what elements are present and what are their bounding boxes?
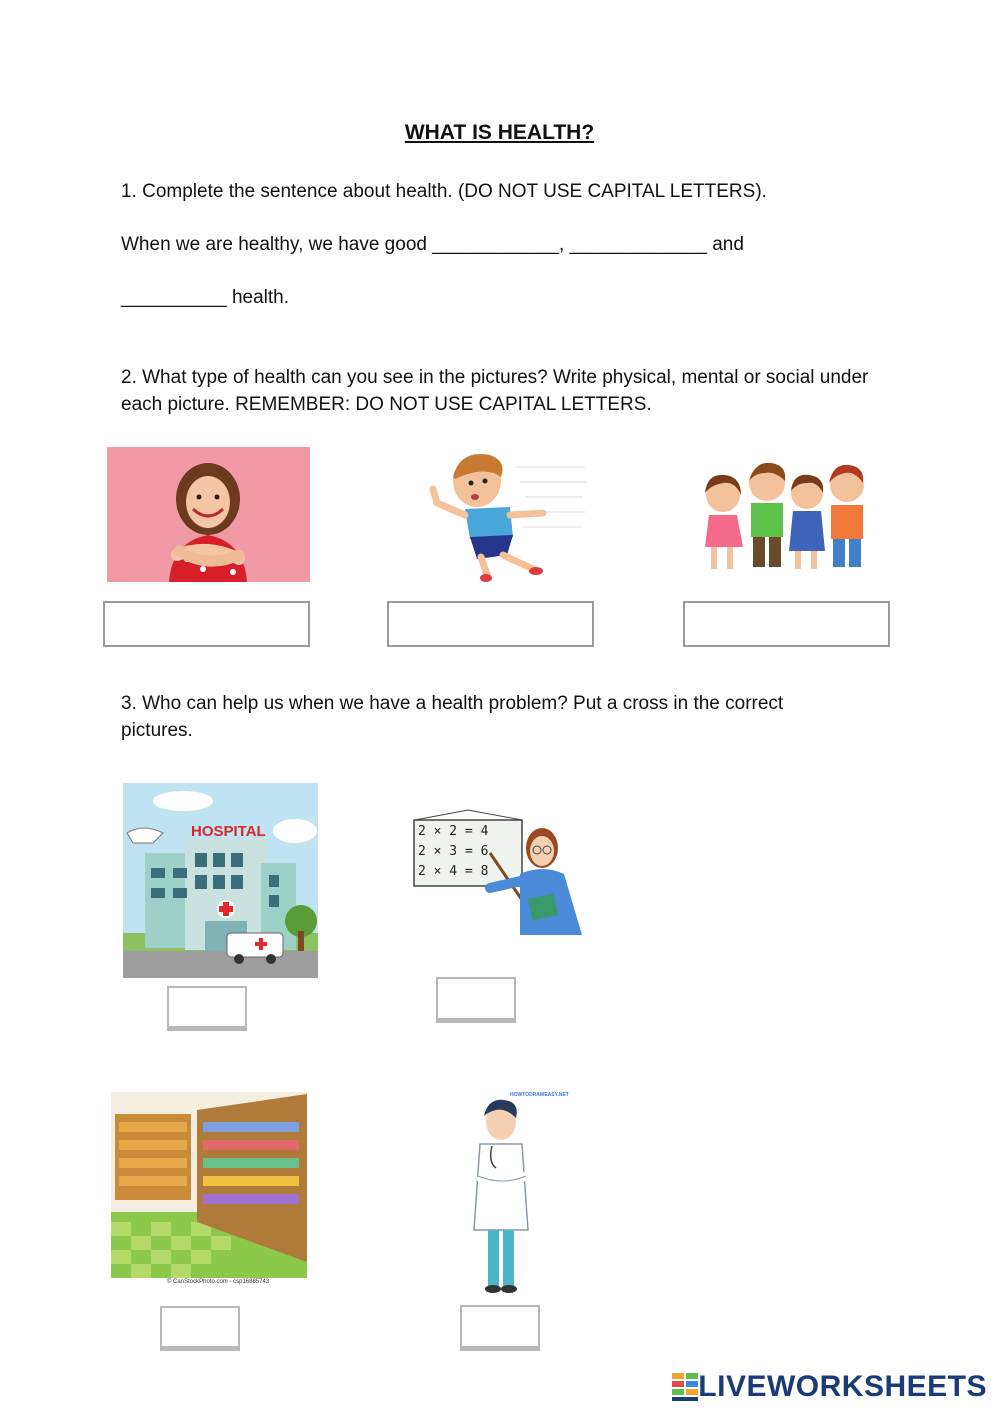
running-boy-picture xyxy=(415,447,595,582)
brand-name: LIVEWORKSHEETS xyxy=(698,1370,987,1403)
cross-box-hospital[interactable] xyxy=(167,986,247,1031)
liveworksheets-logo xyxy=(672,1370,987,1404)
cross-box-teacher[interactable] xyxy=(436,977,516,1023)
cross-box-doctor[interactable] xyxy=(460,1305,540,1351)
page-title: WHAT IS HEALTH? xyxy=(404,121,595,144)
q1-sentence-line2: __________ health. xyxy=(121,287,289,308)
q2-instruction: 2. What type of health can you see in the pictures? Write physical, mental or social under each picture. REMEMBER: DO NOT USE CAPITAL LETTERS. xyxy=(121,367,869,415)
answer-box-friends[interactable] xyxy=(683,601,890,647)
board-line-3: 2 × 4 = 8 xyxy=(418,864,489,879)
cross-box-supermarket[interactable] xyxy=(160,1306,240,1351)
math-board xyxy=(418,822,488,882)
answer-box-running-boy[interactable] xyxy=(387,601,594,647)
liveworksheets-icon xyxy=(672,1373,698,1401)
board-line-1: 2 × 2 = 4 xyxy=(418,824,489,839)
doctor-picture xyxy=(462,1090,572,1295)
q3-instruction: 3. Who can help us when we have a health problem? Put a cross in the correct pictures. xyxy=(121,693,784,741)
group-of-friends-picture xyxy=(695,455,887,577)
hospital-sign: HOSPITAL xyxy=(191,823,266,840)
store-watermark: © CanStockPhoto.com - csp16885743 xyxy=(167,1279,270,1285)
q1-instruction: 1. Complete the sentence about health. (DO NOT USE CAPITAL LETTERS). xyxy=(121,181,767,202)
board-line-2: 2 × 3 = 6 xyxy=(418,844,489,859)
hospital-picture xyxy=(123,783,318,978)
teacher-picture xyxy=(410,808,588,935)
doctor-watermark: HOWTODRAWEASY.NET xyxy=(510,1092,569,1098)
q1-sentence-line1: When we are healthy, we have good ____________, _____________ and xyxy=(121,234,744,255)
girl-hugging-picture xyxy=(107,447,310,582)
supermarket-picture xyxy=(111,1092,307,1288)
answer-box-girl[interactable] xyxy=(103,601,310,647)
